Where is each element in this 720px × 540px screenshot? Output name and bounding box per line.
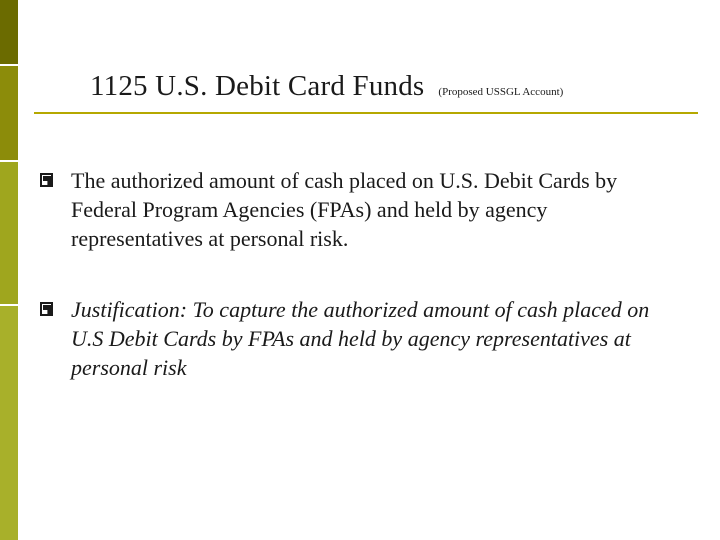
square-bullet-icon	[40, 302, 53, 316]
bullet-item-justification	[40, 295, 680, 382]
slide-subtitle: (Proposed USSGL Account)	[438, 86, 564, 98]
bullet-text: Justification: To capture the authorized amount of cash placed on U.S Debit Cards by FPAs and held by agency representatives at personal risk	[71, 297, 650, 380]
bullet-text: The authorized amount of cash placed on U.S. Debit Cards by Federal Program Agencies (FPAs) and held by agency representatives at personal risk.	[71, 168, 618, 251]
slide-title-row	[90, 70, 700, 103]
side-band-segment	[0, 306, 18, 540]
side-decorative-band	[0, 0, 18, 540]
square-bullet-icon	[40, 173, 53, 187]
side-band-segment	[0, 0, 18, 64]
side-band-segment	[0, 162, 18, 303]
title-underline-rule	[34, 112, 698, 114]
bullet-item-definition	[40, 166, 680, 253]
slide-title: 1125 U.S. Debit Card Funds	[90, 70, 425, 102]
bullet-list	[40, 166, 680, 382]
side-band-segment	[0, 66, 18, 160]
